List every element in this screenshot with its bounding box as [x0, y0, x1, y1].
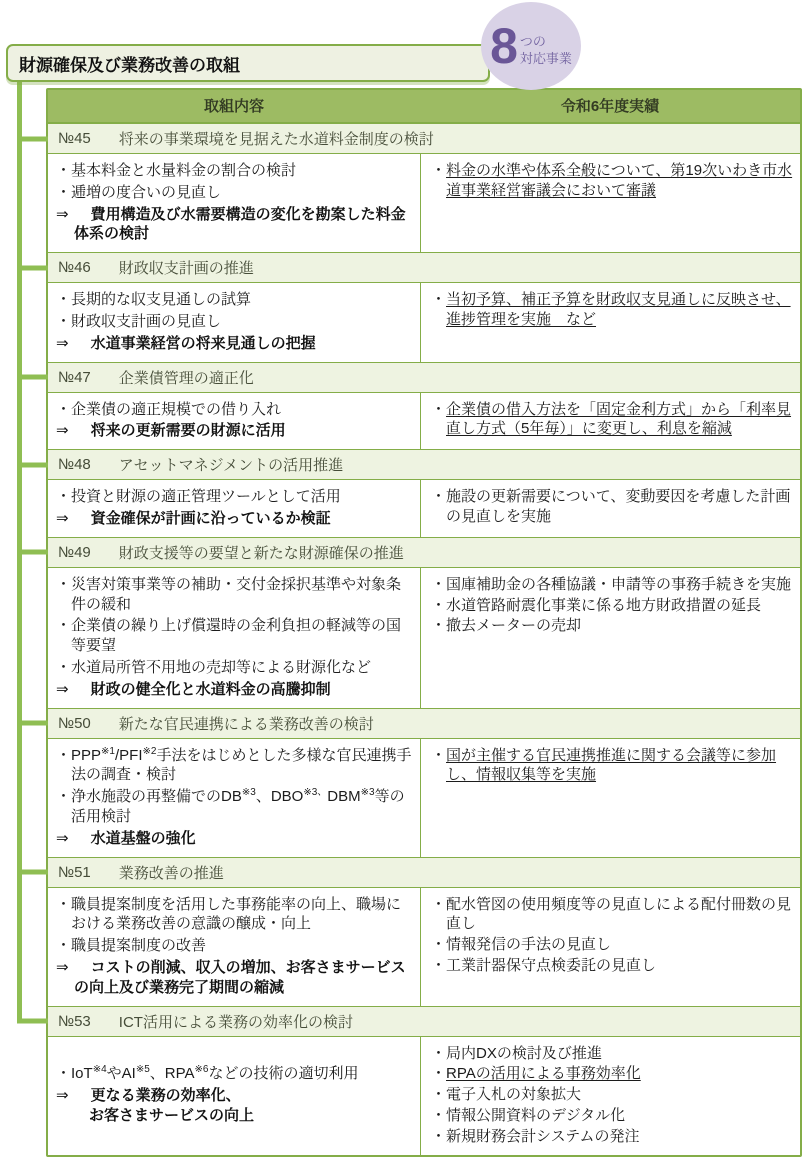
section-row: [48, 538, 800, 709]
section-body: [48, 283, 800, 362]
arrow-marker: ⇒: [56, 829, 69, 847]
item-text: 基本料金と水量料金の割合の検討: [71, 162, 297, 179]
connector-stub: [17, 375, 48, 380]
item-text: 水道事業経営の将来見通しの把握: [90, 334, 316, 352]
item-text: 費用構造及び水需要構造の変化を勘案した料金体系の検討: [74, 205, 406, 243]
item-text: 電子入札の対象拡大: [446, 1086, 582, 1104]
bullet-marker: ・: [431, 1065, 447, 1083]
column-header-results: 令和6年度実績: [560, 98, 660, 115]
section-body: [48, 739, 800, 858]
section-header: [48, 709, 800, 739]
list-item: [431, 1044, 794, 1064]
bullet-marker: ・: [56, 895, 72, 913]
initiative-cell: [48, 393, 420, 450]
item-text: 職員提案制度を活用した事務能率の向上、職場における業務改善の意識の醸成・向上: [71, 895, 402, 933]
section-title: ICT活用による業務の効率化の検討: [118, 1013, 353, 1031]
badge-label: 対応事業: [519, 51, 572, 66]
result-cell: [420, 1037, 800, 1155]
bullet-marker: ・: [56, 617, 72, 635]
item-text: 災害対策事業等の補助・交付金採択基準や対象条件の緩和: [71, 575, 402, 613]
section-body: [48, 393, 800, 451]
section-title: アセットマネジメントの活用推進: [118, 457, 344, 475]
bullet-marker: ・: [431, 956, 447, 974]
item-text: 企業債の適正規模での借り入れ: [71, 400, 282, 418]
section-row: [48, 450, 800, 538]
list-item: [431, 487, 794, 527]
list-item: [56, 680, 414, 700]
section-row: [48, 858, 800, 1007]
result-cell: [420, 154, 800, 252]
list-item: [431, 290, 794, 330]
list-item: [431, 1106, 794, 1126]
item-text: 施設の更新需要について、変動要因を考慮した計画の見直しを実施: [446, 488, 791, 525]
arrow-marker: ⇒: [56, 334, 69, 352]
badge-number: 8: [490, 18, 517, 74]
item-text: 投資と財源の適正管理ツールとして活用: [71, 488, 341, 506]
result-cell: [420, 283, 800, 361]
page-title-bar: [6, 44, 490, 82]
result-cell: [420, 739, 800, 857]
arrow-marker: ⇒: [56, 958, 69, 976]
item-text: 水道局所管不用地の売却等による財源化など: [71, 658, 372, 676]
item-text: 財政収支計画の見直し: [71, 312, 222, 330]
list-item: [431, 161, 794, 201]
section-no: №47: [58, 368, 91, 386]
initiative-cell: [48, 1037, 420, 1155]
section-body: [48, 480, 800, 538]
item-text: 工業計器保守点検委託の見直し: [446, 956, 657, 974]
list-item: [56, 895, 414, 935]
list-item: [56, 205, 414, 245]
section-header: [48, 538, 800, 568]
item-text: 長期的な収支見通しの試算: [71, 291, 252, 309]
list-item: [56, 183, 414, 203]
item-text: 情報発信の手法の見直し: [446, 936, 612, 954]
initiative-cell: [48, 888, 420, 1006]
badge-8-projects: [481, 2, 581, 90]
connector-stub: [17, 550, 48, 555]
bullet-marker: ・: [431, 488, 447, 506]
connector-stub: [17, 1019, 48, 1024]
list-item: [56, 334, 414, 354]
result-cell: [420, 568, 800, 708]
section-row: [48, 363, 800, 451]
bullet-marker: ・: [431, 1127, 447, 1145]
section-row: [48, 1007, 800, 1155]
bullet-marker: ・: [56, 575, 72, 593]
sections-container: [48, 124, 800, 1155]
bullet-marker: ・: [56, 312, 72, 330]
section-title: 財政支援等の要望と新たな財源確保の推進: [118, 544, 404, 562]
connector-stub: [17, 265, 48, 270]
connector-stub: [17, 462, 48, 467]
item-text: 浄水施設の再整備でのDB$^{※3}$、$DBO^{※3、}DBM^{※3}$等の活用検討: [71, 787, 405, 825]
arrow-marker: ⇒: [56, 1087, 69, 1105]
item-text: RPAの活用による事務効率化: [446, 1065, 641, 1083]
bullet-marker: ・: [56, 788, 72, 806]
list-item: [431, 746, 794, 786]
list-item: [431, 956, 794, 976]
item-text: 将来の更新需要の財源に活用: [90, 422, 286, 440]
initiative-cell: [48, 480, 420, 537]
arrow-marker: ⇒: [56, 680, 69, 698]
section-title: 新たな官民連携による業務改善の検討: [118, 715, 374, 733]
item-text: 配水管図の使用頻度等の見直しによる配付冊数の見直し: [446, 895, 792, 933]
bullet-marker: ・: [56, 937, 72, 955]
bullet-marker: ・: [431, 1106, 447, 1124]
bullet-marker: ・: [56, 746, 72, 764]
bullet-marker: ・: [56, 658, 72, 676]
arrow-marker: ⇒: [56, 509, 69, 527]
list-item: [56, 575, 414, 615]
list-item: [56, 400, 414, 420]
badge-caption: [520, 34, 572, 68]
bullet-marker: ・: [431, 596, 447, 614]
section-row: [48, 124, 800, 253]
item-text: 当初予算、補正予算を財政収支見通しに反映させ、進捗管理を実施 など: [446, 291, 791, 328]
bullet-marker: ・: [431, 1044, 447, 1062]
section-header: [48, 124, 800, 154]
section-header: [48, 253, 800, 283]
item-text: 料金の水準や体系全般について、第19次いわき市水道事業経営審議会において審議: [446, 162, 793, 199]
section-header: [48, 858, 800, 888]
section-no: №53: [58, 1012, 91, 1030]
list-item: [431, 1127, 794, 1147]
section-body: [48, 888, 800, 1007]
list-item: [56, 829, 414, 849]
bullet-marker: ・: [431, 617, 447, 635]
list-item: [56, 290, 414, 310]
list-item: [56, 487, 414, 507]
bullet-marker: ・: [431, 895, 447, 913]
section-header: [48, 363, 800, 393]
bullet-marker: ・: [431, 1086, 447, 1104]
list-item: [431, 400, 794, 440]
list-item: [56, 1086, 414, 1126]
item-text: 企業債の繰り上げ償還時の金利負担の軽減等の国等要望: [71, 617, 402, 655]
item-text: 新規財務会計システムの発注: [446, 1127, 640, 1145]
bullet-marker: ・: [56, 291, 72, 309]
arrow-marker: ⇒: [56, 205, 69, 223]
bullet-marker: ・: [56, 488, 72, 506]
section-title: 業務改善の推進: [118, 864, 224, 882]
list-item: [56, 421, 414, 441]
section-row: [48, 709, 800, 858]
list-item: [56, 616, 414, 656]
section-title: 企業債管理の適正化: [118, 369, 254, 387]
bullet-marker: ・: [56, 183, 72, 201]
section-no: №49: [58, 543, 91, 561]
item-text: IoT$^{※4}$やAI$^{※5}$、RPA$^{※6}$などの技術の適切利用: [71, 1064, 359, 1083]
table-header-row: [48, 90, 800, 124]
bullet-marker: ・: [431, 746, 447, 764]
badge-unit: つの: [519, 34, 546, 50]
item-text: 資金確保が計画に沿っているか検証: [90, 509, 331, 527]
item-text: 更なる業務の効率化、 お客さまサービスの向上: [74, 1087, 255, 1124]
item-text: 国庫補助金の各種協議・申請等の事務手続きを実施: [446, 575, 792, 593]
item-text: 撤去メーターの売却: [446, 617, 582, 635]
list-item: [431, 575, 794, 595]
initiative-cell: [48, 739, 420, 857]
connector-stub: [17, 721, 48, 726]
section-body: [48, 1037, 800, 1155]
initiative-cell: [48, 283, 420, 361]
bullet-marker: ・: [431, 575, 447, 593]
section-no: №46: [58, 259, 91, 277]
item-text: PPP$^{※1}$/PFI$^{※2}$手法をはじめとした多様な官民連携手法の調査・検討: [71, 745, 412, 784]
item-text: 逓増の度合いの見直し: [71, 183, 222, 201]
list-item: [431, 1085, 794, 1105]
result-cell: [420, 888, 800, 1006]
list-item: [56, 787, 414, 827]
section-body: [48, 568, 800, 709]
list-item: [431, 1064, 794, 1084]
list-item: [56, 958, 414, 998]
item-text: 職員提案制度の改善: [71, 937, 207, 955]
item-text: 国が主催する官民連携推進に関する会議等に参加し、情報収集等を実施: [446, 746, 777, 784]
arrow-marker: ⇒: [56, 422, 69, 440]
item-text: 財政の健全化と水道料金の高騰抑制: [90, 680, 331, 698]
bullet-marker: ・: [56, 162, 72, 179]
result-cell: [420, 393, 800, 450]
initiative-cell: [48, 568, 420, 708]
list-item: [431, 616, 794, 636]
section-no: №51: [58, 863, 91, 881]
column-header-initiative: 取組内容: [203, 98, 264, 115]
section-no: №50: [58, 714, 91, 732]
item-text: 情報公開資料のデジタル化: [446, 1106, 626, 1124]
list-item: [431, 895, 794, 935]
section-body: [48, 154, 800, 253]
list-item: [56, 746, 414, 786]
list-item: [431, 935, 794, 955]
section-title: 財政収支計画の推進: [118, 260, 254, 278]
list-item: [56, 161, 414, 181]
bullet-marker: ・: [56, 400, 72, 418]
item-text: 企業債の借入方法を「固定金利方式」から「利率見直し方式（5年毎）」に変更し、利息を縮減: [446, 400, 792, 438]
list-item: [56, 509, 414, 529]
section-no: №45: [58, 130, 91, 147]
initiatives-table: [46, 88, 802, 1157]
section-header: [48, 1007, 800, 1037]
connector-stub: [17, 136, 48, 141]
section-title: 将来の事業環境を見据えた水道料金制度の検討: [118, 131, 434, 148]
item-text: 水道管路耐震化事業に係る地方財政措置の延長: [446, 596, 762, 614]
list-item: [56, 1064, 414, 1084]
list-item: [56, 312, 414, 332]
connector-stub: [17, 870, 48, 875]
section-no: №48: [58, 456, 91, 474]
item-text: 局内DXの検討及び推進: [446, 1044, 602, 1062]
bullet-marker: ・: [431, 400, 447, 418]
bullet-marker: ・: [431, 291, 447, 309]
bullet-marker: ・: [431, 162, 447, 179]
bullet-marker: ・: [56, 1065, 72, 1083]
section-header: [48, 450, 800, 480]
bullet-marker: ・: [431, 936, 447, 954]
list-item: [56, 658, 414, 678]
page-title: 財源確保及び業務改善の取組: [19, 55, 240, 75]
list-item: [431, 596, 794, 616]
list-item: [56, 936, 414, 956]
item-text: 水道基盤の強化: [90, 829, 196, 847]
section-row: [48, 253, 800, 362]
result-cell: [420, 480, 800, 537]
initiative-cell: [48, 154, 420, 252]
item-text: コストの削減、収入の増加、お客さまサービスの向上及び業務完了期間の縮減: [74, 958, 406, 996]
